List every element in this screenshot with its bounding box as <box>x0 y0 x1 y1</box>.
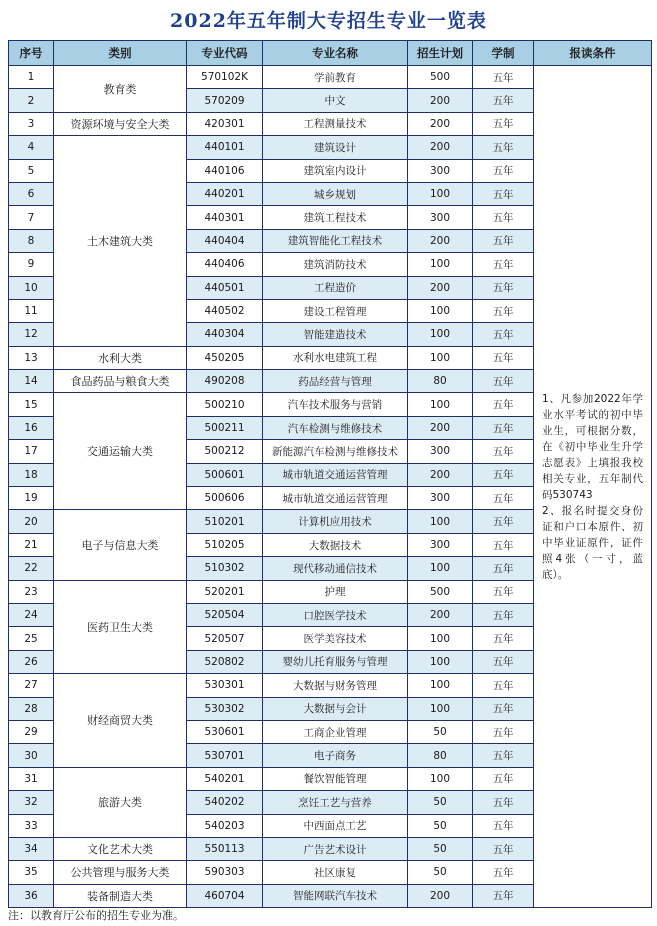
study-years: 五年 <box>473 346 534 369</box>
study-years: 五年 <box>473 463 534 486</box>
enrollment-plan: 200 <box>408 229 473 252</box>
major-code: 440201 <box>187 182 263 205</box>
major-code: 500606 <box>187 487 263 510</box>
study-years: 五年 <box>473 276 534 299</box>
study-years: 五年 <box>473 323 534 346</box>
major-code: 520201 <box>187 580 263 603</box>
row-number: 11 <box>9 299 54 322</box>
row-number: 13 <box>9 346 54 369</box>
major-code: 490208 <box>187 370 263 393</box>
enrollment-plan: 80 <box>408 744 473 767</box>
row-number: 24 <box>9 603 54 626</box>
major-name: 广告艺术设计 <box>263 837 408 860</box>
study-years: 五年 <box>473 720 534 743</box>
enrollment-plan: 200 <box>408 276 473 299</box>
enrollment-plan: 50 <box>408 861 473 884</box>
row-number: 9 <box>9 253 54 276</box>
major-code: 530302 <box>187 697 263 720</box>
enrollment-plan: 100 <box>408 182 473 205</box>
category-cell: 水利大类 <box>54 346 187 369</box>
row-number: 1 <box>9 66 54 89</box>
enrollment-plan: 50 <box>408 814 473 837</box>
enrollment-plan: 200 <box>408 603 473 626</box>
major-name: 现代移动通信技术 <box>263 557 408 580</box>
study-years: 五年 <box>473 533 534 556</box>
major-code: 440406 <box>187 253 263 276</box>
major-name: 水利水电建筑工程 <box>263 346 408 369</box>
row-number: 2 <box>9 89 54 112</box>
major-code: 530601 <box>187 720 263 743</box>
enrollment-plan: 100 <box>408 393 473 416</box>
major-code: 510302 <box>187 557 263 580</box>
study-years: 五年 <box>473 650 534 673</box>
row-number: 8 <box>9 229 54 252</box>
major-name: 工程造价 <box>263 276 408 299</box>
enrollment-plan: 100 <box>408 557 473 580</box>
category-cell: 交通运输大类 <box>54 393 187 510</box>
major-name: 建筑室内设计 <box>263 159 408 182</box>
enrollment-plan: 100 <box>408 650 473 673</box>
enrollment-plan: 50 <box>408 837 473 860</box>
category-cell: 医药卫生大类 <box>54 580 187 674</box>
study-years: 五年 <box>473 580 534 603</box>
row-number: 36 <box>9 884 54 907</box>
major-name: 药品经营与管理 <box>263 370 408 393</box>
header-plan: 招生计划 <box>408 41 473 66</box>
major-code: 530701 <box>187 744 263 767</box>
major-code: 440101 <box>187 136 263 159</box>
row-number: 29 <box>9 720 54 743</box>
category-cell: 食品药品与粮食大类 <box>54 370 187 393</box>
table-header-row <box>9 41 652 66</box>
row-number: 16 <box>9 416 54 439</box>
row-number: 20 <box>9 510 54 533</box>
header-conditions: 报读条件 <box>534 41 652 66</box>
major-name: 城市轨道交通运营管理 <box>263 463 408 486</box>
study-years: 五年 <box>473 229 534 252</box>
row-number: 30 <box>9 744 54 767</box>
study-years: 五年 <box>473 510 534 533</box>
category-cell: 资源环境与安全大类 <box>54 112 187 135</box>
category-cell: 土木建筑大类 <box>54 136 187 347</box>
row-number: 33 <box>9 814 54 837</box>
major-code: 500210 <box>187 393 263 416</box>
enrollment-plan: 200 <box>408 89 473 112</box>
enrollment-plan: 100 <box>408 510 473 533</box>
table-body <box>9 66 652 908</box>
major-name: 建筑设计 <box>263 136 408 159</box>
study-years: 五年 <box>473 767 534 790</box>
enrollment-plan: 300 <box>408 206 473 229</box>
major-code: 500212 <box>187 440 263 463</box>
major-name: 建设工程管理 <box>263 299 408 322</box>
enrollment-plan: 300 <box>408 159 473 182</box>
enrollment-plan: 50 <box>408 791 473 814</box>
header-code: 专业代码 <box>187 41 263 66</box>
major-name: 学前教育 <box>263 66 408 89</box>
study-years: 五年 <box>473 814 534 837</box>
major-name: 建筑工程技术 <box>263 206 408 229</box>
major-name: 智能建造技术 <box>263 323 408 346</box>
study-years: 五年 <box>473 66 534 89</box>
enrollment-plan: 200 <box>408 884 473 907</box>
major-name: 社区康复 <box>263 861 408 884</box>
row-number: 25 <box>9 627 54 650</box>
major-name: 计算机应用技术 <box>263 510 408 533</box>
study-years: 五年 <box>473 440 534 463</box>
major-name: 大数据与财务管理 <box>263 674 408 697</box>
study-years: 五年 <box>473 603 534 626</box>
row-number: 35 <box>9 861 54 884</box>
footnote: 注：以教育厅公布的招生专业为准。 <box>8 909 184 922</box>
row-number: 10 <box>9 276 54 299</box>
header-no: 序号 <box>9 41 54 66</box>
row-number: 3 <box>9 112 54 135</box>
enrollment-plan: 100 <box>408 767 473 790</box>
major-name: 汽车技术服务与营销 <box>263 393 408 416</box>
study-years: 五年 <box>473 744 534 767</box>
enrollment-table <box>8 40 652 908</box>
major-code: 440404 <box>187 229 263 252</box>
row-number: 7 <box>9 206 54 229</box>
major-code: 500601 <box>187 463 263 486</box>
major-name: 建筑消防技术 <box>263 253 408 276</box>
category-cell: 公共管理与服务大类 <box>54 861 187 884</box>
major-code: 520507 <box>187 627 263 650</box>
study-years: 五年 <box>473 791 534 814</box>
study-years: 五年 <box>473 299 534 322</box>
major-code: 530301 <box>187 674 263 697</box>
enrollment-plan: 100 <box>408 299 473 322</box>
enrollment-plan: 200 <box>408 112 473 135</box>
major-name: 餐饮智能管理 <box>263 767 408 790</box>
row-number: 17 <box>9 440 54 463</box>
header-category: 类别 <box>54 41 187 66</box>
study-years: 五年 <box>473 861 534 884</box>
study-years: 五年 <box>473 112 534 135</box>
table-row <box>9 66 652 89</box>
major-name: 工商企业管理 <box>263 720 408 743</box>
major-name: 城乡规划 <box>263 182 408 205</box>
major-code: 440301 <box>187 206 263 229</box>
enrollment-plan: 100 <box>408 253 473 276</box>
row-number: 34 <box>9 837 54 860</box>
major-name: 护理 <box>263 580 408 603</box>
row-number: 6 <box>9 182 54 205</box>
study-years: 五年 <box>473 627 534 650</box>
row-number: 5 <box>9 159 54 182</box>
study-years: 五年 <box>473 89 534 112</box>
page-title: 2022年五年制大专招生专业一览表 <box>170 10 487 32</box>
enrollment-plan: 300 <box>408 487 473 510</box>
study-years: 五年 <box>473 370 534 393</box>
major-code: 460704 <box>187 884 263 907</box>
row-number: 32 <box>9 791 54 814</box>
enrollment-plan: 500 <box>408 66 473 89</box>
major-code: 540202 <box>187 791 263 814</box>
major-code: 540203 <box>187 814 263 837</box>
category-cell: 财经商贸大类 <box>54 674 187 768</box>
row-number: 21 <box>9 533 54 556</box>
row-number: 26 <box>9 650 54 673</box>
major-name: 中文 <box>263 89 408 112</box>
row-number: 31 <box>9 767 54 790</box>
major-name: 大数据与会计 <box>263 697 408 720</box>
major-code: 510201 <box>187 510 263 533</box>
conditions-cell <box>534 66 652 908</box>
study-years: 五年 <box>473 697 534 720</box>
study-years: 五年 <box>473 884 534 907</box>
study-years: 五年 <box>473 837 534 860</box>
enrollment-plan: 100 <box>408 674 473 697</box>
enrollment-plan: 200 <box>408 136 473 159</box>
row-number: 14 <box>9 370 54 393</box>
major-name: 汽车检测与维修技术 <box>263 416 408 439</box>
row-number: 15 <box>9 393 54 416</box>
study-years: 五年 <box>473 416 534 439</box>
condition-item: 2、报名时提交身份证和户口本原件、初中毕业证原件，证件照4张（一寸，蓝底）。 <box>542 504 643 581</box>
header-major: 专业名称 <box>263 41 408 66</box>
enrollment-plan: 100 <box>408 697 473 720</box>
major-name: 电子商务 <box>263 744 408 767</box>
major-code: 500211 <box>187 416 263 439</box>
study-years: 五年 <box>473 393 534 416</box>
major-code: 440304 <box>187 323 263 346</box>
enrollment-plan: 500 <box>408 580 473 603</box>
major-code: 520802 <box>187 650 263 673</box>
major-code: 570209 <box>187 89 263 112</box>
study-years: 五年 <box>473 206 534 229</box>
header-years: 学制 <box>473 41 534 66</box>
row-number: 19 <box>9 487 54 510</box>
category-cell: 装备制造大类 <box>54 884 187 907</box>
study-years: 五年 <box>473 136 534 159</box>
major-name: 城市轨道交通运营管理 <box>263 487 408 510</box>
category-cell: 教育类 <box>54 66 187 113</box>
row-number: 23 <box>9 580 54 603</box>
row-number: 22 <box>9 557 54 580</box>
enrollment-plan: 100 <box>408 323 473 346</box>
major-code: 440106 <box>187 159 263 182</box>
row-number: 12 <box>9 323 54 346</box>
major-code: 520504 <box>187 603 263 626</box>
enrollment-plan: 300 <box>408 440 473 463</box>
study-years: 五年 <box>473 182 534 205</box>
category-cell: 文化艺术大类 <box>54 837 187 860</box>
study-years: 五年 <box>473 253 534 276</box>
major-name: 大数据技术 <box>263 533 408 556</box>
major-code: 510205 <box>187 533 263 556</box>
enrollment-plan: 200 <box>408 416 473 439</box>
major-name: 工程测量技术 <box>263 112 408 135</box>
major-code: 440502 <box>187 299 263 322</box>
major-code: 590303 <box>187 861 263 884</box>
study-years: 五年 <box>473 557 534 580</box>
major-code: 440501 <box>187 276 263 299</box>
category-cell: 电子与信息大类 <box>54 510 187 580</box>
major-code: 420301 <box>187 112 263 135</box>
study-years: 五年 <box>473 674 534 697</box>
enrollment-plan: 200 <box>408 463 473 486</box>
major-name: 医学美容技术 <box>263 627 408 650</box>
major-code: 540201 <box>187 767 263 790</box>
major-name: 婴幼儿托育服务与管理 <box>263 650 408 673</box>
major-name: 新能源汽车检测与维修技术 <box>263 440 408 463</box>
enrollment-plan: 100 <box>408 627 473 650</box>
enrollment-plan: 50 <box>408 720 473 743</box>
enrollment-plan: 80 <box>408 370 473 393</box>
condition-item: 1、凡参加2022年学业水平考试的初中毕业生，可根据分数，在《初中毕业生升学志愿表》上填报我校相关专业，五年制代码530743 <box>542 392 643 501</box>
row-number: 18 <box>9 463 54 486</box>
major-code: 550113 <box>187 837 263 860</box>
category-cell: 旅游大类 <box>54 767 187 837</box>
major-name: 烹饪工艺与营养 <box>263 791 408 814</box>
study-years: 五年 <box>473 159 534 182</box>
row-number: 4 <box>9 136 54 159</box>
major-name: 建筑智能化工程技术 <box>263 229 408 252</box>
major-name: 智能网联汽车技术 <box>263 884 408 907</box>
study-years: 五年 <box>473 487 534 510</box>
row-number: 28 <box>9 697 54 720</box>
enrollment-plan: 300 <box>408 533 473 556</box>
major-code: 450205 <box>187 346 263 369</box>
major-code: 570102K <box>187 66 263 89</box>
major-name: 口腔医学技术 <box>263 603 408 626</box>
major-name: 中西面点工艺 <box>263 814 408 837</box>
enrollment-plan: 100 <box>408 346 473 369</box>
row-number: 27 <box>9 674 54 697</box>
